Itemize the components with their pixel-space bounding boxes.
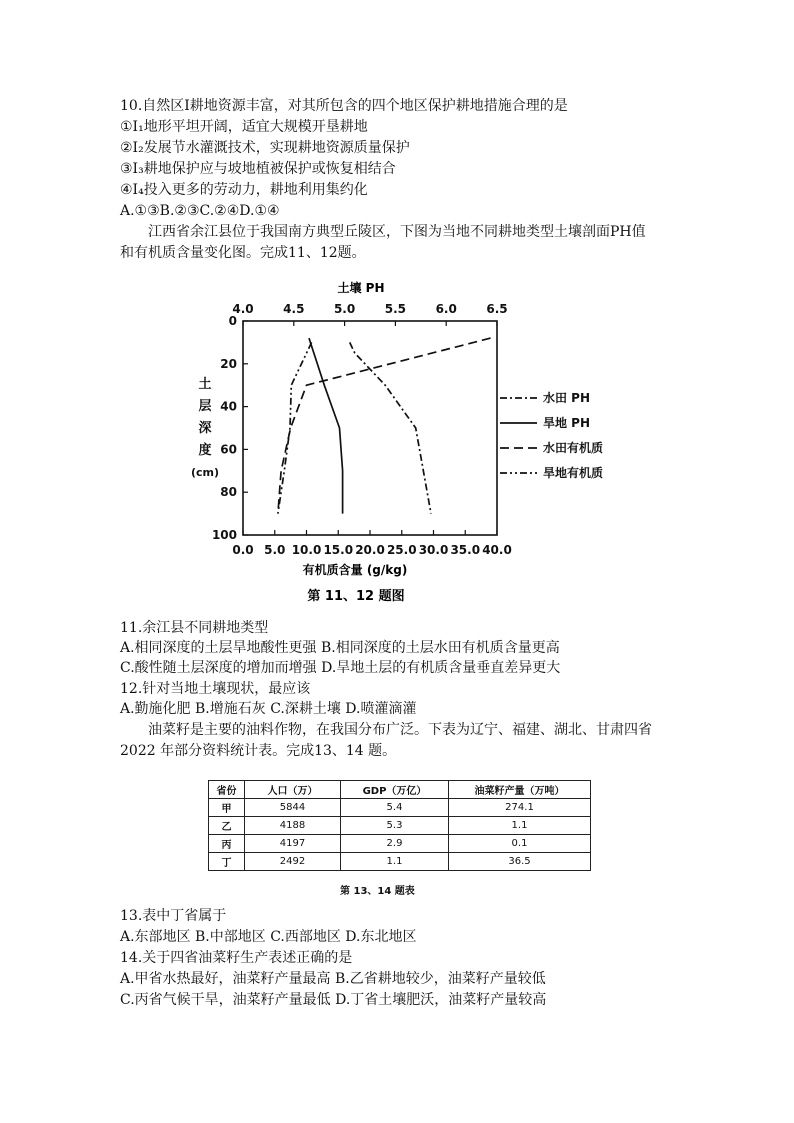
q13-stem: 13.表中丁省属于 [120,908,227,924]
table-cell: 丙 [209,835,245,853]
top-axis-label: 土壤 PH [337,281,385,295]
top-tick-label: 5.0 [333,302,356,316]
soil-profile-chart [185,276,625,616]
legend-label: 水田 PH [543,391,591,405]
top-tick-label: 5.5 [384,302,407,316]
y-axis-label-char: 度 [198,443,212,458]
q11-line1: A.相同深度的土层旱地酸性更强 B.相同深度的土层水田有机质含量更高 [120,640,560,656]
table-header: 油菜籽产量（万吨） [449,781,591,799]
q14-line2: C.丙省气候干旱，油菜籽产量最低 D.丁省土壤肥沃，油菜籽产量较高 [120,992,547,1008]
intro13-line1: 油菜籽是主要的油料作物，在我国分布广泛。下表为辽宁、福建、湖北、甘肃四省 [148,722,652,738]
top-tick-label: 6.0 [435,302,457,316]
table-cell: 2492 [245,853,341,871]
y-axis-label-char: (cm) [190,466,220,479]
y-tick-label: 0 [228,314,237,328]
y-tick-label: 40 [220,399,237,414]
bottom-axis-label: 有机质含量 (g/kg) [302,563,408,577]
table-cell: 0.1 [449,835,591,853]
y-axis-label [191,376,219,479]
table-row [209,853,591,871]
table-header: GDP（万亿） [341,781,449,799]
bottom-tick-label: 15.0 [323,543,354,557]
q12-stem: 12.针对当地土壤现状，最应该 [120,681,311,697]
intro11-line2: 和有机质含量变化图。完成11、12题。 [120,245,366,261]
q11-line2: C.酸性随土层深度的增加而增强 D.旱地土层的有机质含量垂直差异更大 [120,660,561,676]
y-tick-label: 100 [211,528,237,542]
table-cell: 1.1 [341,853,449,871]
plot-area [212,302,512,557]
bottom-tick-label: 5.0 [264,543,286,557]
bottom-tick-label: 10.0 [291,543,322,557]
q10-item-1: ①I₁地形平坦开阔，适宜大规模开垦耕地 [120,119,368,135]
y-tick-label: 60 [220,442,237,457]
bottom-tick-label: 0.0 [232,543,254,557]
legend-label: 旱地有机质 [543,466,604,480]
q14-stem: 14.关于四省油菜籽生产表述正确的是 [120,950,353,966]
table-cell: 4188 [245,817,341,835]
data-table [208,780,591,871]
bottom-tick-label: 25.0 [386,543,417,557]
intro13-line2: 2022 年部分资料统计表。完成13、14 题。 [120,743,397,759]
table-cell: 1.1 [449,817,591,835]
q11-stem: 11.余江县不同耕地类型 [120,620,269,636]
q10-item-2: ②I₂发展节水灌溉技术，实现耕地资源质量保护 [120,140,410,156]
legend-label: 水田有机质 [543,441,604,455]
table-header: 人口（万） [245,781,341,799]
y-axis-label-char: 土 [198,377,212,392]
table-cell: 36.5 [449,853,591,871]
series-line [278,338,491,513]
q10-item-3: ③I₃耕地保护应与坡地植被保护或恢复相结合 [120,161,396,177]
y-axis-label-char: 深 [198,421,212,436]
top-tick-label: 6.5 [486,302,508,316]
table-row [209,799,591,817]
bottom-tick-label: 30.0 [418,543,449,557]
plot-frame [243,321,497,535]
table-row [209,835,591,853]
table-header: 省份 [209,781,245,799]
chart-svg [185,276,625,616]
bottom-tick-label: 20.0 [355,543,385,557]
table-cell: 2.9 [341,835,449,853]
y-axis-label-char: 层 [198,399,212,414]
top-tick-label: 4.0 [232,302,254,316]
y-tick-label: 80 [220,485,237,500]
legend-label: 旱地 PH [543,416,591,430]
table-row [209,817,591,835]
table-cell: 4197 [245,835,341,853]
table-caption: 第 13、14 题表 [340,886,415,897]
table-header-row [209,781,591,799]
y-tick-label: 20 [220,356,237,371]
q13-options: A.东部地区 B.中部地区 C.西部地区 D.东北地区 [120,929,417,945]
bottom-tick-label: 40.0 [482,543,512,557]
q10-stem: 10.自然区Ⅰ耕地资源丰富，对其所包含的四个地区保护耕地措施合理的是 [120,98,568,114]
table-cell: 5844 [245,799,341,817]
q14-line1: A.甲省水热最好，油菜籽产量最高 B.乙省耕地较少，油菜籽产量较低 [120,971,546,987]
q10-options: A.①③B.②③C.②④D.①④ [120,203,280,219]
top-tick-label: 4.5 [283,302,305,316]
series-line [350,342,431,513]
table-cell: 乙 [209,817,245,835]
legend [500,390,603,480]
series-line [309,338,343,513]
table-cell: 5.3 [341,817,449,835]
figure-caption: 第 11、12 题图 [307,589,405,604]
table-cell: 甲 [209,799,245,817]
province-table [208,780,591,871]
bottom-tick-label: 35.0 [450,543,481,557]
series-line [278,342,312,513]
q10-item-4: ④I₄投入更多的劳动力，耕地利用集约化 [120,182,368,198]
table-cell: 5.4 [341,799,449,817]
q12-options: A.勤施化肥 B.增施石灰 C.深耕土壤 D.喷灌滴灌 [120,701,417,717]
intro11-line1: 江西省余江县位于我国南方典型丘陵区，下图为当地不同耕地类型土壤剖面PH值 [148,224,646,240]
table-cell: 274.1 [449,799,591,817]
table-cell: 丁 [209,853,245,871]
